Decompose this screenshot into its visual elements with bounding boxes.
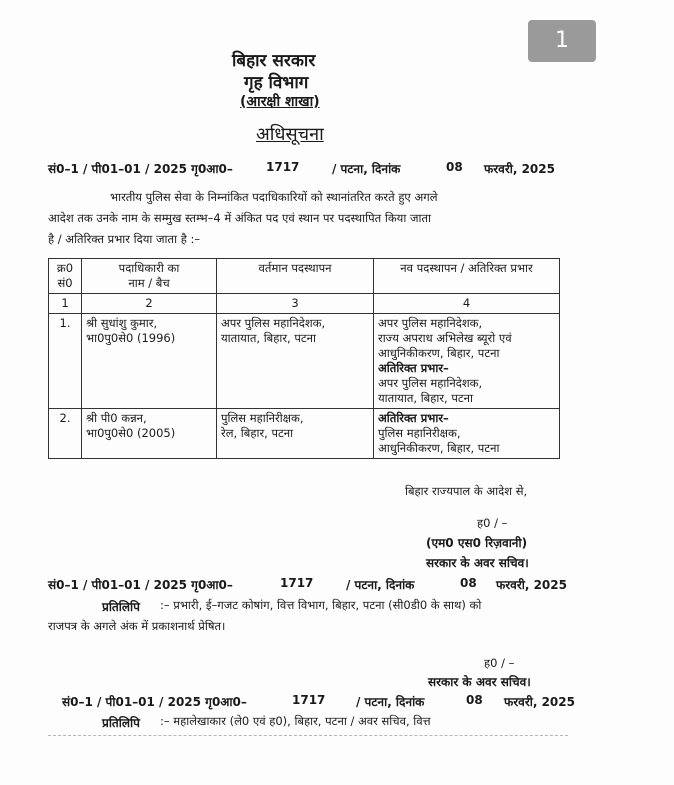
- header-department: गृह विभाग: [244, 73, 309, 93]
- copy1-text-line2: राजपत्र के अगले अंक में प्रकाशनार्थ प्रेषित।: [48, 619, 226, 633]
- officer-batch: भा0पु0से0 (2005): [86, 426, 176, 440]
- copy-label: प्रतिलिपि: [102, 716, 140, 730]
- ref-memo-no: 1717: [292, 693, 326, 707]
- header-name: [82, 259, 217, 294]
- header-government: बिहार सरकार: [232, 51, 316, 71]
- ref-place-date: / पटना, दिनांक: [332, 162, 401, 176]
- signatory-name: (एम0 एस0 रिज़वानी): [426, 536, 528, 550]
- table-row: [49, 409, 560, 459]
- row-new-posting: [374, 314, 560, 409]
- header-current: वर्तमान पदस्थापन: [217, 259, 374, 294]
- header-branch: (आरक्षी शाखा): [240, 94, 320, 110]
- row-current-posting: [217, 409, 374, 459]
- current-line: पुलिस महानिरीक्षक,: [221, 411, 304, 425]
- signature-sd: ह0 / –: [477, 516, 508, 530]
- column-number-row: [49, 294, 560, 314]
- officer-name: श्री सुधांशु कुमार,: [86, 316, 158, 330]
- ref-month-year: फरवरी, 2025: [504, 695, 575, 709]
- header-name-line1: पदाधिकारी का: [118, 261, 180, 275]
- intro-line-3: है / अतिरिक्त प्रभार दिया जाता है :–: [48, 232, 201, 246]
- current-line: अपर पुलिस महानिदेशक,: [221, 316, 326, 330]
- table-row: [49, 314, 560, 409]
- row-current-posting: [217, 314, 374, 409]
- additional-line: आधुनिकीकरण, बिहार, पटना: [378, 441, 500, 455]
- notification-title: अधिसूचना: [256, 124, 324, 145]
- header-sn: [49, 259, 82, 294]
- ref-month-year: फरवरी, 2025: [496, 578, 567, 592]
- copy2-text-line1: :– महालेखाकार (ले0 एवं ह0), बिहार, पटना / अवर सचिव, वित्त: [160, 714, 431, 728]
- ref-day: 08: [460, 576, 477, 590]
- additional-line: अपर पुलिस महानिदेशक,: [378, 376, 483, 390]
- ref-number: सं0–1 / पी01–01 / 2025 गृ0आ0–: [48, 578, 233, 592]
- officer-batch: भा0पु0से0 (1996): [86, 331, 176, 345]
- ref-memo-no: 1717: [266, 160, 300, 174]
- row-officer: [82, 314, 217, 409]
- new-line: आधुनिकीकरण, बिहार, पटना: [378, 346, 500, 360]
- intro-line-1: भारतीय पुलिस सेवा के निम्नांकित पदाधिकारियों को स्थानांतरित करते हुए अगले: [110, 190, 438, 204]
- additional-charge-label: अतिरिक्त प्रभार–: [378, 411, 449, 425]
- governor-order: बिहार राज्यपाल के आदेश से,: [405, 484, 528, 498]
- header-sn-line1: क्र0: [56, 261, 74, 275]
- header-name-line2: नाम / बैच: [128, 276, 170, 290]
- header-sn-line2: सं0: [57, 276, 73, 290]
- new-line: राज्य अपराध अभिलेख ब्यूरो एवं: [378, 331, 512, 345]
- header-new: नव पदस्थापन / अतिरिक्त प्रभार: [374, 259, 560, 294]
- posting-table: [48, 258, 560, 459]
- row-new-posting: [374, 409, 560, 459]
- signatory2-designation: सरकार के अवर सचिव।: [428, 675, 531, 689]
- copy-label: प्रतिलिपि: [102, 600, 140, 614]
- col-number: 1: [49, 294, 82, 314]
- col-number: 3: [217, 294, 374, 314]
- ref-place-date: / पटना, दिनांक: [356, 695, 425, 709]
- ref-number: सं0–1 / पी01–01 / 2025 गृ0आ0–: [62, 695, 247, 709]
- table-header-row: [49, 259, 560, 294]
- col-number: 4: [374, 294, 560, 314]
- intro-line-2: आदेश तक उनके नाम के सम्मुख स्तम्भ–4 में अंकित पद एवं स्थान पर पदस्थापित किया जाता: [48, 211, 431, 225]
- current-line: रेल, बिहार, पटना: [221, 426, 294, 440]
- ref-place-date: / पटना, दिनांक: [346, 578, 415, 592]
- new-line: अपर पुलिस महानिदेशक,: [378, 316, 483, 330]
- current-line: यातायात, बिहार, पटना: [221, 331, 317, 345]
- signatory-designation: सरकार के अवर सचिव।: [426, 556, 529, 570]
- row-sn: 1.: [49, 314, 82, 409]
- signature2-sd: ह0 / –: [484, 656, 515, 670]
- ref-number: सं0–1 / पी01–01 / 2025 गृ0आ0–: [48, 162, 233, 176]
- officer-name: श्री पी0 कन्नन,: [86, 411, 147, 425]
- page-number-badge: 1: [528, 20, 596, 62]
- copy1-text-line1: :– प्रभारी, ई–गजट कोषांग, वित्त विभाग, बिहार, पटना (सी0डी0 के साथ) को: [160, 598, 482, 612]
- ref-day: 08: [466, 693, 483, 707]
- additional-line: यातायात, बिहार, पटना: [378, 391, 474, 405]
- additional-line: पुलिस महानिरीक्षक,: [378, 426, 461, 440]
- ref-month-year: फरवरी, 2025: [484, 162, 555, 176]
- row-sn: 2.: [49, 409, 82, 459]
- additional-charge-label: अतिरिक्त प्रभार–: [378, 361, 449, 375]
- ref-day: 08: [446, 160, 463, 174]
- col-number: 2: [82, 294, 217, 314]
- row-officer: [82, 409, 217, 459]
- ref-memo-no: 1717: [280, 576, 314, 590]
- cut-off-text-line: [48, 735, 568, 741]
